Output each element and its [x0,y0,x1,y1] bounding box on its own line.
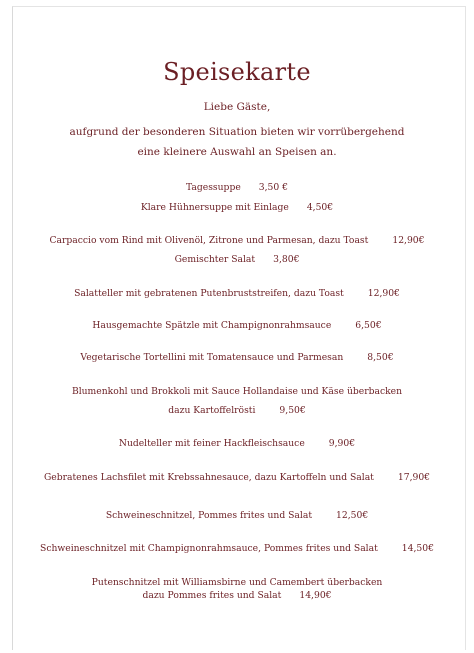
item-price: 12,90€ [392,235,425,246]
item-name: Schweineschnitzel mit Champignonrahmsauce, Pommes frites und Salat [40,543,378,554]
menu-item-continuation [0,405,474,416]
menu-item [0,320,474,331]
item-price: 12,50€ [336,510,369,521]
item-name: Blumenkohl und Brokkoli mit Sauce Hollandaise und Käse überbacken [71,386,403,397]
item-price: 3,80€ [273,254,300,265]
menu-item [0,182,474,193]
menu-item [0,288,474,299]
item-name: Nudelteller mit feiner Hackfleischsauce [118,438,305,449]
menu-title: Speisekarte [163,58,311,86]
item-name: Putenschnitzel mit Williamsbirne und Camembert überbacken [91,577,383,588]
menu-item [0,386,474,397]
item-name: Gemischter Salat [174,254,256,265]
item-price: 12,90€ [367,288,400,299]
menu-item [0,352,474,363]
intro-line-2: eine kleinere Auswahl an Speisen an. [137,146,337,158]
item-name: Tagessuppe [186,182,241,193]
item-name: Gebratenes Lachsfilet mit Krebssahnesauce, dazu Kartoffeln und Salat [43,472,374,483]
item-price: 6,50€ [355,320,382,331]
item-name: Klare Hühnersuppe mit Einlage [140,202,289,213]
menu-item [0,438,474,449]
item-name: Vegetarische Tortellini mit Tomatensauce und Parmesan [80,352,344,363]
menu-item [0,254,474,265]
item-price: 8,50€ [367,352,394,363]
item-name: Schweineschnitzel, Pommes frites und Salat [105,510,313,521]
menu-item [0,202,474,213]
item-price: 4,50€ [306,202,334,213]
menu-item [0,543,474,554]
item-name: Carpaccio vom Rind mit Olivenöl, Zitrone und Parmesan, dazu Toast [49,235,369,246]
menu-item-continuation [0,590,474,601]
intro-greeting: Liebe Gäste, [203,101,271,113]
item-price: 14,50€ [401,543,434,554]
item-price: 9,90€ [328,438,356,449]
item-price: 17,90€ [397,472,431,483]
item-name: Hausgemachte Spätzle mit Champignonrahmsauce [92,320,332,331]
menu-item [0,472,474,483]
menu-item [0,577,474,588]
menu-item [0,235,474,246]
intro-line-1: aufgrund der besonderen Situation bieten wir vorrübergehend [69,126,405,138]
menu-item [0,510,474,521]
item-name: dazu Pommes frites und Salat [142,590,282,601]
item-price: 9,50€ [279,405,306,416]
item-price: 3,50 € [258,182,288,193]
item-price: 14,90€ [299,590,332,601]
item-name: Salatteller mit gebratenen Putenbruststreifen, dazu Toast [74,288,344,299]
item-name: dazu Kartoffelrösti [168,405,256,416]
